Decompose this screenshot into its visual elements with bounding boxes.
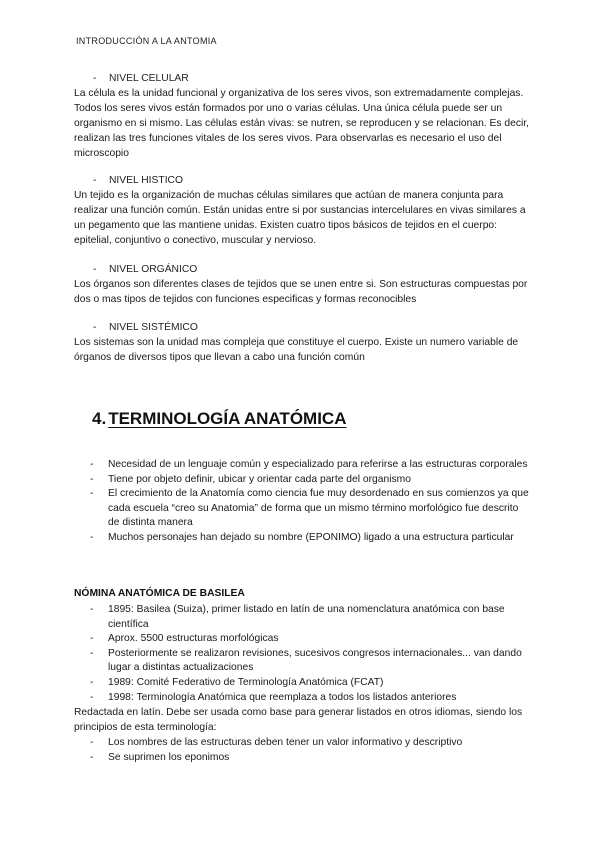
list-item: - Aprox. 5500 estructuras morfológicas xyxy=(90,632,530,647)
section-title-text: TERMINOLOGÍA ANATÓMICA xyxy=(108,409,347,428)
level-text-celular: La célula es la unidad funcional y organizativa de los seres vivos, son extremadamente complejas. Todos los seres vivos están formados por uno o varias células. Una única célula puede ser un organismo en si mismo. Las células están vivas: se nutren, se reproducen y se relacionan. Es decir, realizan las tres funciones vitales de los seres vivos. Para observarlas es necesario el uso del microscopio xyxy=(74,88,530,159)
list-item: - El crecimiento de la Anatomía como ciencia fue muy desordenado en sus comienzos ya que cada escuela “creo su Anatomia” de forma que un mismo término morfológico fue descrito de distinta manera xyxy=(90,487,530,531)
nomina-text: Redactada en latín. Debe ser usada como base para generar listados en otros idiomas, siendo los principios de esta terminología: xyxy=(74,707,523,733)
terminology-bullet-list xyxy=(90,458,530,546)
section-number: 4. xyxy=(92,409,107,428)
nomina-bullet-list xyxy=(90,603,530,705)
level-text-sistemico: Los sistemas son la unidad mas compleja que constituye el cuerpo. Existe un numero variable de órganos de diversos tipos que llevan a cabo una función común xyxy=(74,337,519,363)
level-heading-sistemico: - NIVEL SISTÉMICO xyxy=(93,322,198,333)
principles-bullet-list xyxy=(90,736,530,765)
section-title xyxy=(92,409,346,429)
level-text-organico: Los órganos son diferentes clases de tejidos que se unen entre si. Son estructuras compuestas por dos o mas tipos de tejidos con funciones especificas y formas reconocibles xyxy=(74,279,528,305)
list-item: - Tiene por objeto definir, ubicar y orientar cada parte del organismo xyxy=(90,473,530,488)
level-heading-histico: - NIVEL HISTICO xyxy=(93,175,183,186)
level-text-histico: Un tejido es la organización de muchas células similares que actúan de manera conjunta para realizar una función común. Están unidas entre si por sustancias intercelulares en vivas similares a un pegamento que las mantiene unidas. Existen cuatro tipos básicos de tejidos en el cuerpo: epitelial, conjuntivo o conectivo, muscular y nervioso. xyxy=(74,190,526,246)
list-item: - Los nombres de las estructuras deben tener un valor informativo y descriptivo xyxy=(90,736,530,751)
level-heading-celular: - NIVEL CELULAR xyxy=(93,73,189,84)
list-item: - 1998: Terminología Anatómica que reemplaza a todos los listados anteriores xyxy=(90,691,530,706)
page-header: INTRODUCCIÓN A LA ANTOMIA xyxy=(76,36,217,46)
list-item: - 1895: Basilea (Suiza), primer listado en latín de una nomenclatura anatómica con base científica xyxy=(90,603,530,632)
list-item: - Muchos personajes han dejado su nombre (EPONIMO) ligado a una estructura particular xyxy=(90,531,530,546)
nomina-heading: NÓMINA ANATÓMICA DE BASILEA xyxy=(74,588,245,599)
list-item: - Posteriormente se realizaron revisiones, sucesivos congresos internacionales... van dando lugar a distintas actualizaciones xyxy=(90,647,530,676)
list-item: - 1989: Comité Federativo de Terminología Anatómica (FCAT) xyxy=(90,676,530,691)
level-heading-organico: - NIVEL ORGÁNICO xyxy=(93,264,198,275)
list-item: - Necesidad de un lenguaje común y especializado para referirse a las estructuras corporales xyxy=(90,458,530,473)
list-item: - Se suprimen los eponimos xyxy=(90,751,530,766)
